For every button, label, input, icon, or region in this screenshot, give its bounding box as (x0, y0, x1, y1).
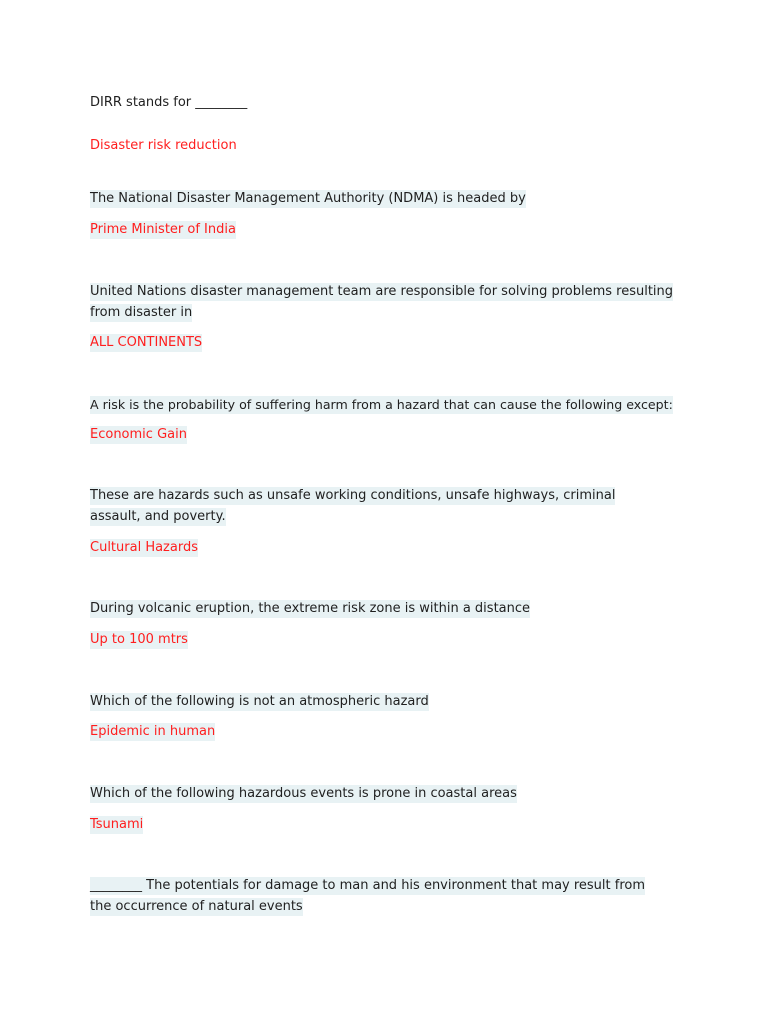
answer-1: Disaster risk reduction (90, 138, 237, 153)
question-6: During volcanic eruption, the extreme risk zone is within a distance (90, 601, 531, 616)
answer-8: Tsunami (90, 817, 144, 832)
answer-2: Prime Minister of India (90, 222, 236, 237)
question-3: United Nations disaster management team are responsible for solving problems resulting from disaster in (90, 284, 674, 320)
answer-4: Economic Gain (90, 427, 187, 442)
question-2: The National Disaster Management Authority (NDMA) is headed by (90, 191, 526, 206)
question-7: Which of the following is not an atmospheric hazard (90, 694, 429, 709)
question-5: These are hazards such as unsafe working conditions, unsafe highways, criminal assault, and poverty. (90, 488, 616, 524)
answer-7: Epidemic in human (90, 724, 216, 739)
question-9: ________ The potentials for damage to man and his environment that may result from the occurrence of natural events (90, 878, 646, 914)
answer-3: ALL CONTINENTS (90, 335, 203, 350)
answer-6: Up to 100 mtrs (90, 632, 188, 647)
question-4: A risk is the probability of suffering harm from a hazard that can cause the following except: (90, 397, 673, 412)
question-1: DIRR stands for ________ (90, 95, 248, 110)
answer-5: Cultural Hazards (90, 540, 198, 555)
question-8: Which of the following hazardous events is prone in coastal areas (90, 786, 517, 801)
